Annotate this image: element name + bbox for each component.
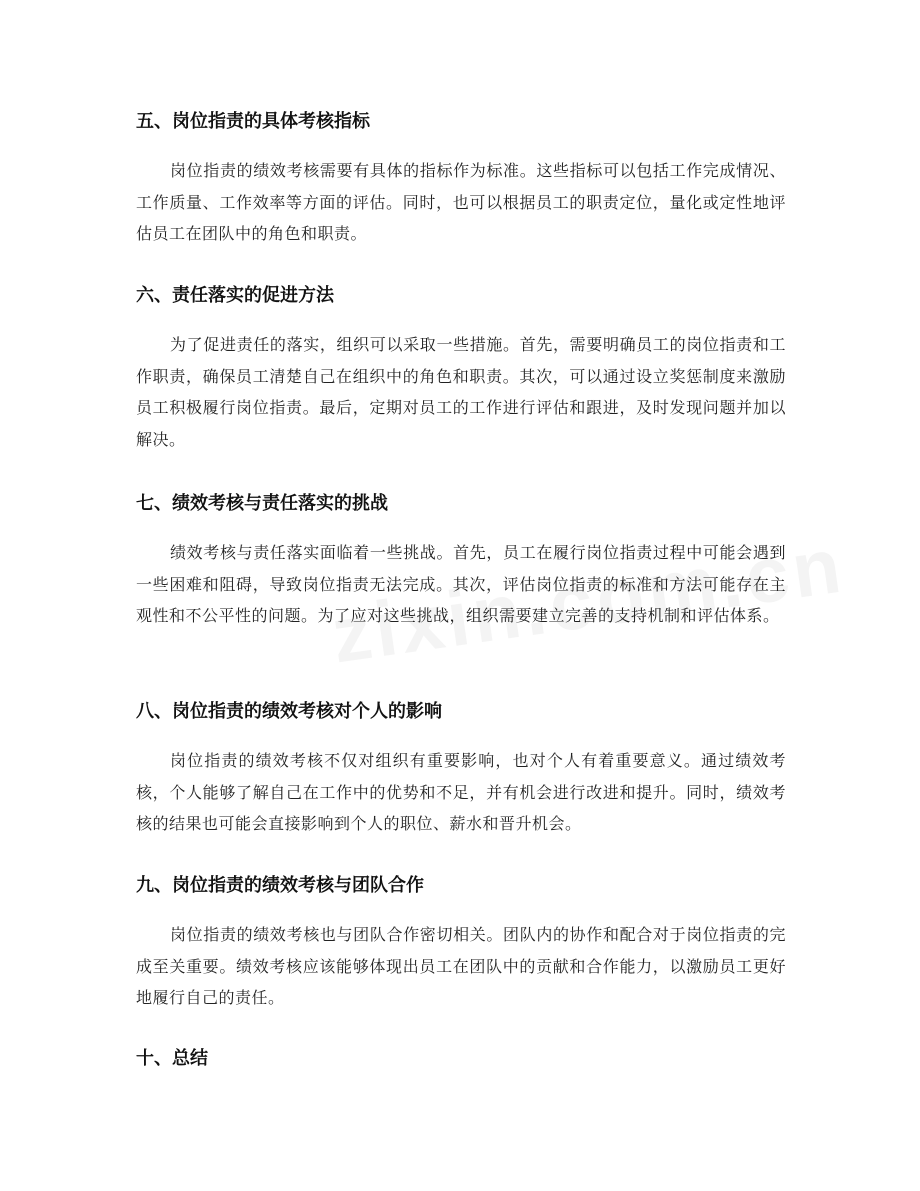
section-body-8: 岗位指责的绩效考核不仅对组织有重要影响，也对个人有着重要意义。通过绩效考核，个人能够了解自己在工作中的优势和不足，并有机会进行改进和提升。同时，绩效考核的结果也可能会直接影响到个人的职位、薪水和晋升机会。 <box>136 751 786 833</box>
section-heading-5: 五、岗位指责的具体考核指标 <box>136 111 370 132</box>
section-body-5: 岗位指责的绩效考核需要有具体的指标作为标准。这些指标可以包括工作完成情况、工作质量、工作效率等方面的评估。同时，也可以根据员工的职责定位，量化或定性地评估员工在团队中的角色和职责。 <box>136 161 786 243</box>
section-heading-10: 十、总结 <box>136 1048 208 1069</box>
section-heading-6: 六、责任落实的促进方法 <box>136 285 334 306</box>
section-body-6: 为了促进责任的落实，组织可以采取一些措施。首先，需要明确员工的岗位指责和工作职责，确保员工清楚自己在组织中的角色和职责。其次，可以通过设立奖惩制度来激励员工积极履行岗位指责。最后，定期对员工的工作进行评估和跟进，及时发现问题并加以解决。 <box>136 335 786 449</box>
section-body-7: 绩效考核与责任落实面临着一些挑战。首先，员工在履行岗位指责过程中可能会遇到一些困难和阻碍，导致岗位指责无法完成。其次，评估岗位指责的标准和方法可能存在主观性和不公平性的问题。为了应对这些挑战，组织需要建立完善的支持机制和评估体系。 <box>136 543 786 625</box>
section-heading-8: 八、岗位指责的绩效考核对个人的影响 <box>136 701 442 722</box>
section-heading-9: 九、岗位指责的绩效考核与团队合作 <box>136 875 424 896</box>
section-heading-7: 七、绩效考核与责任落实的挑战 <box>136 493 388 514</box>
section-body-9: 岗位指责的绩效考核也与团队合作密切相关。团队内的协作和配合对于岗位指责的完成至关重要。绩效考核应该能够体现出员工在团队中的贡献和合作能力，以激励员工更好地履行自己的责任。 <box>136 925 786 1007</box>
